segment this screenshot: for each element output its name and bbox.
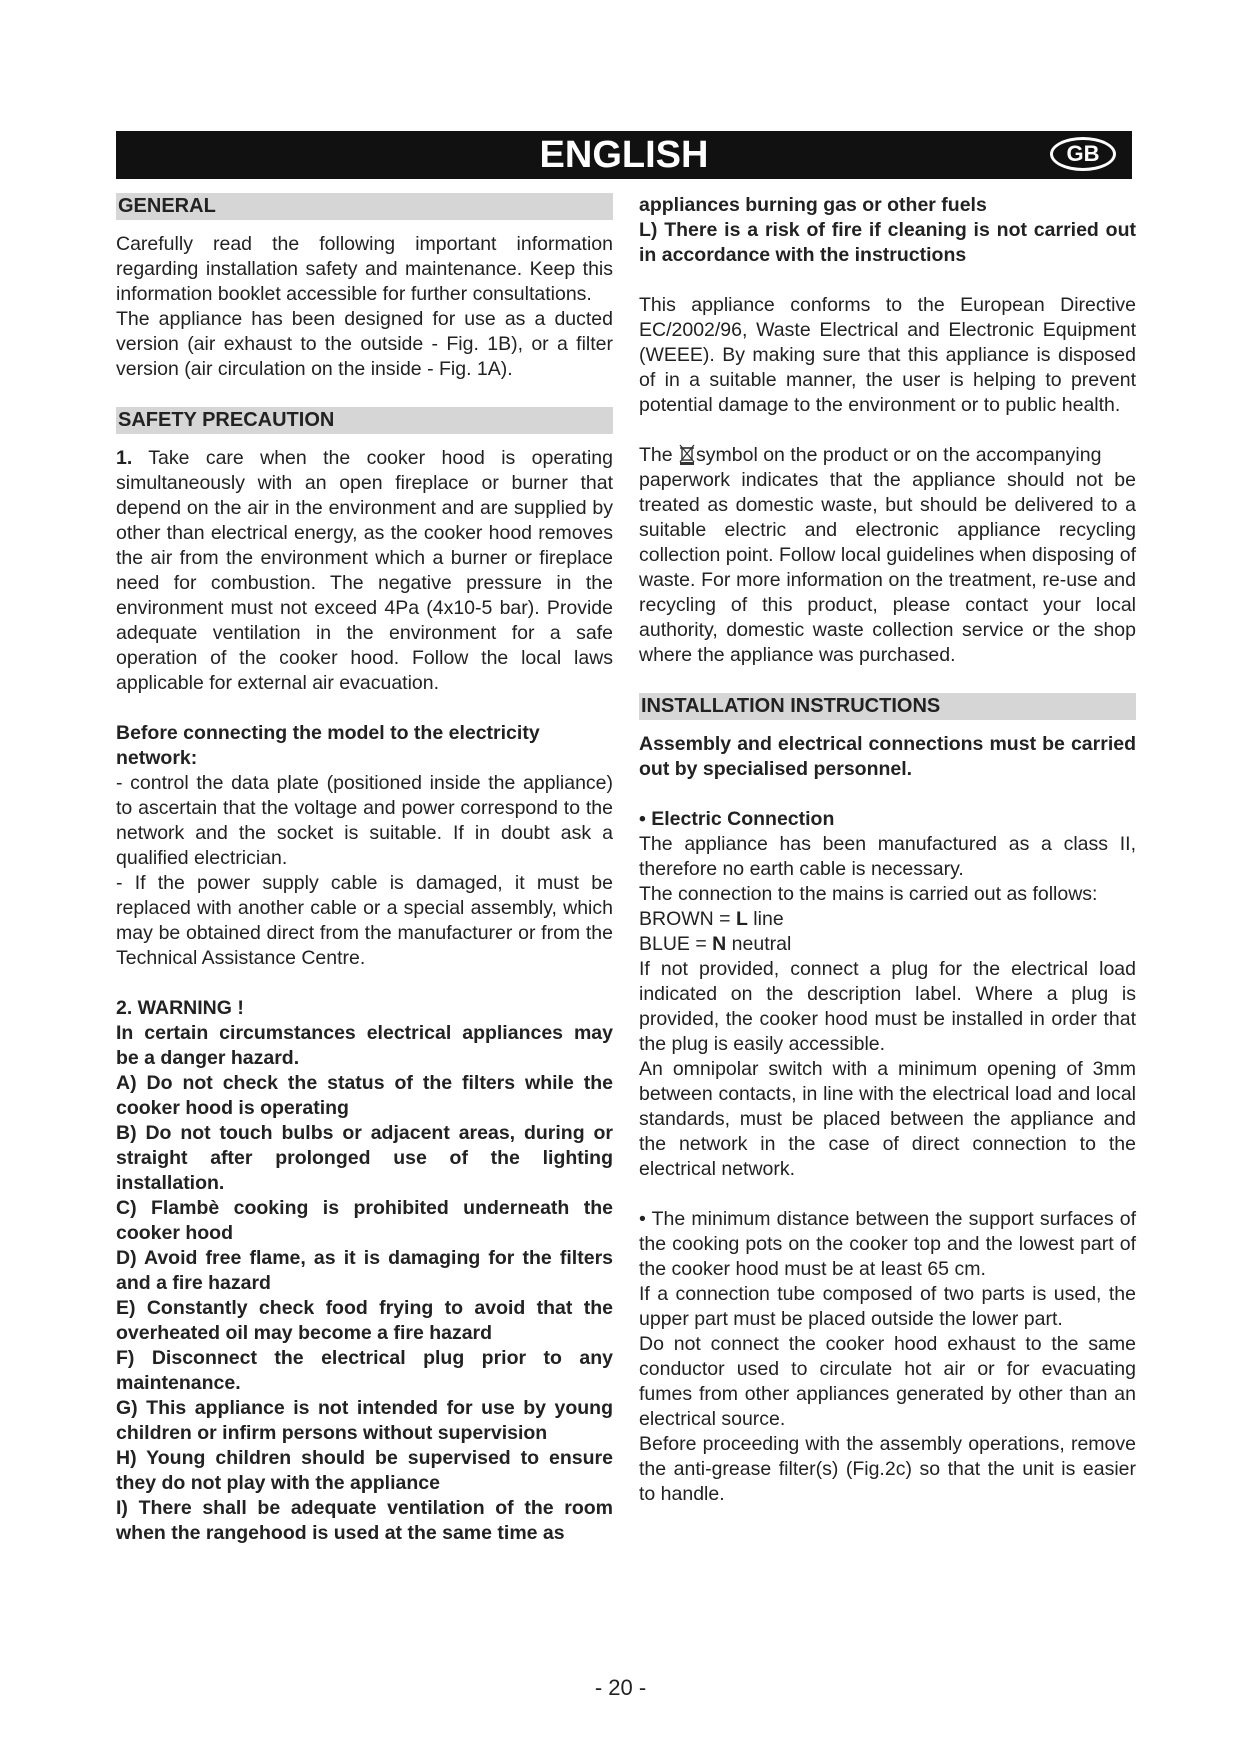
installation-bold-note: Assembly and electrical connections must be carried out by specialised personnel.	[639, 733, 1136, 780]
warning-item: E) Constantly check food frying to avoid that the overheated oil may become a fire hazard	[116, 1297, 613, 1344]
symbol-paragraph-2: paperwork indicates that the appliance should not be treated as domestic waste, but should be delivered to a suitable electric and electronic appliance recycling collection point. Follow local guidelines when disposing of waste. For more information on the treatment, re-use and recycling of this product, please contact your local authority, domestic waste collection service or the shop where the appliance was purchased.	[639, 469, 1136, 666]
warning-item-l: L) There is a risk of fire if cleaning is not carried out in accordance with the instructions	[639, 219, 1136, 266]
before-paragraph-2: - If the power supply cable is damaged, it must be replaced with another cable or a special assembly, which may be obtained direct from the manufacturer or from the Technical Assistance Centre.	[116, 872, 613, 969]
brown-letter: L	[735, 908, 748, 930]
general-heading: GENERAL	[116, 193, 613, 220]
blue-label: BLUE =	[639, 933, 713, 955]
warning-item: A) Do not check the status of the filters while the cooker hood is operating	[116, 1072, 613, 1119]
warning-item: H) Young children should be supervised to ensure they do not play with the appliance	[116, 1447, 613, 1494]
general-paragraph-2: The appliance has been designed for use as a ducted version (air exhaust to the outside - Fig. 1B), or a filter version (air circulation on the inside - Fig. 1A).	[116, 308, 613, 380]
warning-item: B) Do not touch bulbs or adjacent areas, during or straight after prolonged use of the lighting installation.	[116, 1122, 613, 1194]
general-paragraph-1: Carefully read the following important information regarding installation safety and maintenance. Keep this information booklet accessible for further consultations.	[116, 233, 613, 305]
weee-bin-icon	[678, 443, 696, 465]
electric-paragraph-2: The connection to the mains is carried out as follows:	[639, 883, 1098, 905]
blue-word: neutral	[726, 933, 792, 955]
installation-heading: INSTALLATION INSTRUCTIONS	[639, 693, 1136, 720]
electric-paragraph-1: The appliance has been manufactured as a class II, therefore no earth cable is necessary.	[639, 833, 1136, 880]
electric-paragraph-3: If not provided, connect a plug for the electrical load indicated on the description label. Where a plug is provided, the cooker hood must be installed in order that the plug is easily accessible.	[639, 958, 1136, 1055]
warning-item: G) This appliance is not intended for use by young children or infirm persons without supervision	[116, 1397, 613, 1444]
warning-item: C) Flambè cooking is prohibited underneath the cooker hood	[116, 1197, 613, 1244]
warning-item: D) Avoid free flame, as it is damaging for the filters and a fire hazard	[116, 1247, 613, 1294]
distance-paragraph-2: If a connection tube composed of two parts is used, the upper part must be placed outside the lower part.	[639, 1283, 1136, 1330]
symbol-post: symbol on the product or on the accompanying	[696, 444, 1102, 466]
left-column	[116, 193, 613, 1546]
electric-paragraph-4: An omnipolar switch with a minimum opening of 3mm between contacts, in line with the electrical load and local standards, must be placed between the appliance and the network in the case of direct connection to the electrical network.	[639, 1058, 1136, 1180]
safety-heading: SAFETY PRECAUTION	[116, 407, 613, 434]
language-banner	[116, 131, 1132, 179]
item-number: 1.	[116, 447, 133, 469]
brown-label: BROWN =	[639, 908, 736, 930]
blue-line	[639, 932, 1136, 957]
continued-line: appliances burning gas or other fuels	[639, 194, 987, 216]
gb-badge: GB	[1050, 137, 1116, 171]
warning-item: I) There shall be adequate ventilation of the room when the rangehood is used at the same time as	[116, 1497, 613, 1544]
weee-paragraph: This appliance conforms to the European Directive EC/2002/96, Waste Electrical and Electronic Equipment (WEEE). By making sure that this appliance is disposed of in a suitable manner, the user is helping to prevent potential damage to the environment or to public health.	[639, 294, 1136, 416]
brown-word: line	[747, 908, 784, 930]
distance-paragraph-4: Before proceeding with the assembly operations, remove the anti-grease filter(s) (Fig.2c) so that the unit is easier to handle.	[639, 1433, 1136, 1505]
distance-paragraph-3: Do not connect the cooker hood exhaust to the same conductor used to circulate hot air or for evacuating fumes from other appliances generated by other than an electrical source.	[639, 1333, 1136, 1430]
blue-letter: N	[712, 933, 727, 955]
warning-item: In certain circumstances electrical appliances may be a danger hazard.	[116, 1022, 613, 1069]
before-paragraph-1: - control the data plate (positioned inside the appliance) to ascertain that the voltage and power correspond to the network and the socket is suitable. If in doubt ask a qualified electrician.	[116, 772, 613, 869]
symbol-pre: The	[639, 444, 679, 466]
right-column	[639, 193, 1136, 1507]
item-text: Take care when the cooker hood is operating simultaneously with an open fireplace or burner that depend on the air in the environment and are supplied by other than electrical energy, as the cooker hood removes the air from the environment which a burner or fireplace need for combustion. The negative pressure in the environment must not exceed 4Pa (4x10-5 bar). Provide adequate ventilation in the environment for a safe operation of the cooker hood. Follow the local laws applicable for external air evacuation.	[116, 447, 613, 694]
brown-line	[639, 907, 1136, 932]
electric-connection-heading: • Electric Connection	[639, 808, 835, 830]
page-number: - 20 -	[594, 1675, 647, 1700]
warning-title: 2. WARNING !	[116, 997, 244, 1019]
symbol-paragraph	[639, 443, 1136, 468]
distance-paragraph-1: • The minimum distance between the support surfaces of the cooking pots on the cooker top and the lowest part of the cooker hood must be at least 65 cm.	[639, 1208, 1136, 1280]
banner-title: ENGLISH	[539, 134, 709, 176]
before-connecting-heading: Before connecting the model to the electricity network:	[116, 722, 540, 769]
warning-item: F) Disconnect the electrical plug prior to any maintenance.	[116, 1347, 613, 1394]
safety-item-1	[116, 446, 613, 696]
